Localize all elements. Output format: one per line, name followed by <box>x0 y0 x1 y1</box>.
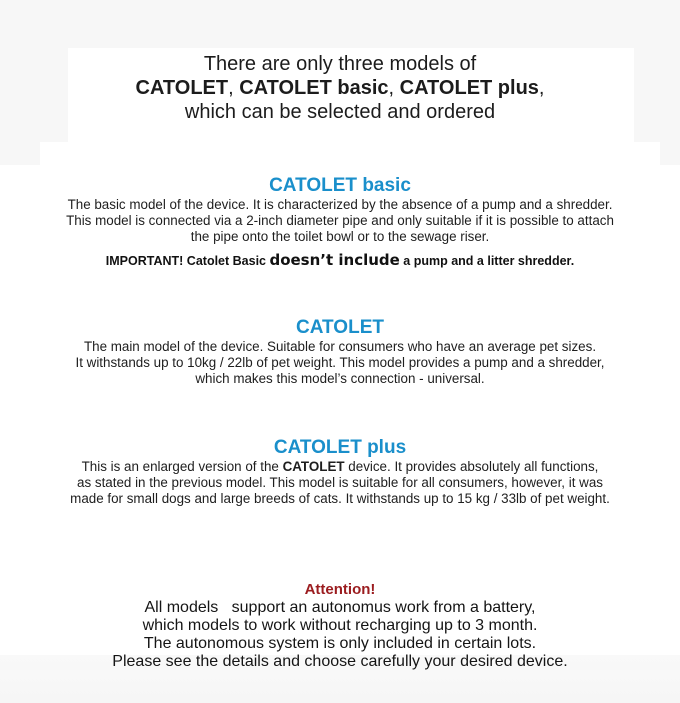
section-description: This is an enlarged version of the CATOLET device. It provides absolutely all functions, as stated in the previous model. This model is suitable for all consumers, however, it was made for small dogs and large breeds of cats. It withstands up to 15 kg / 33lb of pet weight. <box>70 459 610 506</box>
catolet-emphasis: CATOLET <box>282 459 345 474</box>
model-name-catolet-plus: CATOLET plus <box>399 77 539 99</box>
intro-line-3: which can be selected and ordered <box>184 101 496 123</box>
intro-models-line: CATOLET, CATOLET basic, CATOLET plus, <box>135 77 545 99</box>
model-name-catolet: CATOLET <box>135 77 229 99</box>
section-title: CATOLET plus <box>273 437 407 458</box>
intro-heading <box>0 52 680 124</box>
attention-title: Attention! <box>304 581 376 598</box>
important-emphasis: doesn’t include <box>269 251 400 269</box>
intro-line-1: There are only three models of <box>203 53 477 75</box>
section-catolet-plus <box>0 437 680 507</box>
intro-panel-strip <box>40 142 660 166</box>
section-title: CATOLET <box>296 317 384 338</box>
section-description: The main model of the device. Suitable for consumers who have an average pet sizes. It withstands up to 10kg / 22lb of pet weight. This model provides a pump and a shredder, which makes this model’s connection - universal. <box>75 339 605 386</box>
attention-body: All models support an autonomus work from a battery, which models to work without recharging up to 3 month. The autonomous system is only included in certain lots. Please see the details and choose carefully your desired device. <box>112 599 568 670</box>
model-name-catolet-basic: CATOLET basic <box>239 77 389 99</box>
section-catolet-basic <box>0 175 680 272</box>
section-title: CATOLET basic <box>269 175 411 196</box>
section-catolet <box>0 317 680 387</box>
attention-notice <box>0 581 680 671</box>
section-description: The basic model of the device. It is characterized by the absence of a pump and a shredder. This model is connected via a 2-inch diameter pipe and only suitable if it is possible to attach the pipe onto the toilet bowl or to the sewage riser. <box>66 197 614 244</box>
important-notice: IMPORTANT! Catolet Basic doesn’t include a pump and a litter shredder. <box>105 251 575 269</box>
